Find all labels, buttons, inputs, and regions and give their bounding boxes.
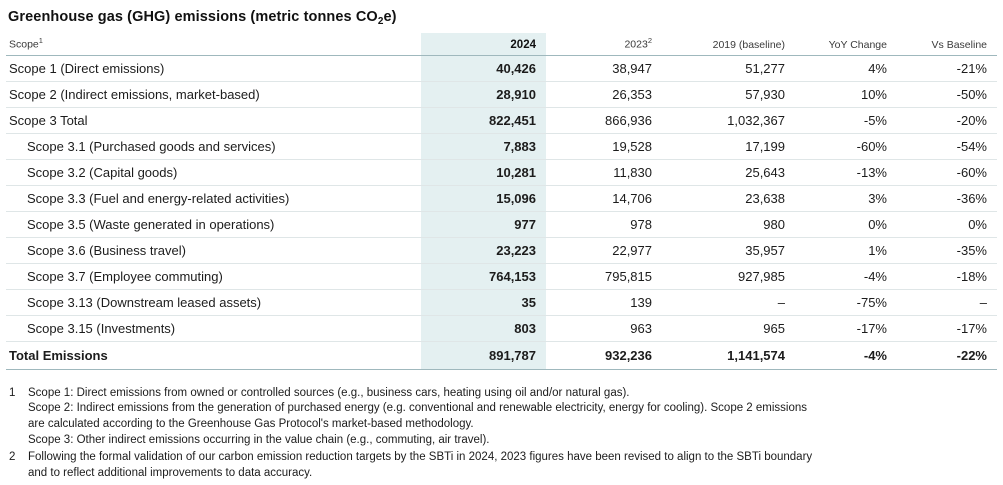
footnote-2-line-1: Following the formal validation of our carbon emission reduction targets by the SBTi in 2024, 2023 figures have been revised to align to the SBTi boundary <box>28 450 813 463</box>
cell-2023: 963 <box>546 315 662 341</box>
cell-yoy: -4% <box>795 263 897 289</box>
cell-2024: 15,096 <box>421 185 546 211</box>
footnote-1-line-2: Scope 2: Indirect emissions from the generation of purchased energy (e.g. conventional and renewable electricity, energy for cooling). Scope 2 emissions <box>28 402 808 415</box>
column-header-2023-footnote-marker: 2 <box>647 36 652 45</box>
cell-2024: 764,153 <box>421 263 546 289</box>
cell-2023: 11,830 <box>546 159 662 185</box>
row-label: Scope 2 (Indirect emissions, market-based) <box>6 81 421 107</box>
cell-vs-baseline: -50% <box>897 81 997 107</box>
cell-2023: 22,977 <box>546 237 662 263</box>
cell-vs-baseline: -54% <box>897 133 997 159</box>
row-label: Scope 3.13 (Downstream leased assets) <box>6 289 421 315</box>
cell-2023: 14,706 <box>546 185 662 211</box>
footnote-2 <box>9 450 997 482</box>
cell-vs-baseline: 0% <box>897 211 997 237</box>
footnote-1-body <box>28 386 997 449</box>
cell-baseline: 17,199 <box>662 133 795 159</box>
cell-vs-baseline: -17% <box>897 315 997 341</box>
cell-baseline: 1,141,574 <box>662 341 795 369</box>
column-header-scope-label: Scope <box>9 38 39 51</box>
cell-2023: 932,236 <box>546 341 662 369</box>
cell-baseline: 57,930 <box>662 81 795 107</box>
column-header-baseline: 2019 (baseline) <box>662 33 795 55</box>
table-row <box>6 159 997 185</box>
cell-vs-baseline: -60% <box>897 159 997 185</box>
row-label: Scope 3.6 (Business travel) <box>6 237 421 263</box>
cell-yoy: -75% <box>795 289 897 315</box>
cell-baseline: 25,643 <box>662 159 795 185</box>
cell-vs-baseline: -36% <box>897 185 997 211</box>
cell-yoy: -13% <box>795 159 897 185</box>
cell-yoy: -4% <box>795 341 897 369</box>
ghg-emissions-table <box>6 33 997 370</box>
table-row <box>6 263 997 289</box>
cell-baseline: 927,985 <box>662 263 795 289</box>
table-row <box>6 107 997 133</box>
cell-2024: 40,426 <box>421 55 546 81</box>
co2-subscript: 2 <box>377 16 384 27</box>
cell-2024: 23,223 <box>421 237 546 263</box>
footnote-1-line-3: are calculated according to the Greenhouse Gas Protocol's market-based methodology. <box>28 418 474 431</box>
cell-baseline: 23,638 <box>662 185 795 211</box>
cell-2023: 978 <box>546 211 662 237</box>
cell-yoy: -60% <box>795 133 897 159</box>
cell-vs-baseline: -20% <box>897 107 997 133</box>
cell-baseline: 1,032,367 <box>662 107 795 133</box>
column-header-scope <box>6 33 421 55</box>
footnote-2-line-2: and to reflect additional improvements to data accuracy. <box>28 466 313 479</box>
cell-yoy: 4% <box>795 55 897 81</box>
cell-2023: 795,815 <box>546 263 662 289</box>
page-title <box>8 9 997 25</box>
cell-2024: 28,910 <box>421 81 546 107</box>
table-row <box>6 289 997 315</box>
cell-vs-baseline: -21% <box>897 55 997 81</box>
cell-yoy: 3% <box>795 185 897 211</box>
cell-baseline: 980 <box>662 211 795 237</box>
cell-2023: 38,947 <box>546 55 662 81</box>
cell-vs-baseline: -22% <box>897 341 997 369</box>
cell-2024: 7,883 <box>421 133 546 159</box>
table-row <box>6 185 997 211</box>
page-title-before: Greenhouse gas (GHG) emissions (metric tonnes CO <box>8 9 378 25</box>
cell-2024: 803 <box>421 315 546 341</box>
cell-2023: 26,353 <box>546 81 662 107</box>
table-row <box>6 55 997 81</box>
cell-2024: 977 <box>421 211 546 237</box>
footnote-2-body <box>28 450 997 482</box>
cell-vs-baseline: – <box>897 289 997 315</box>
cell-2023: 19,528 <box>546 133 662 159</box>
column-header-2023-label: 2023 <box>624 38 648 51</box>
cell-yoy: 0% <box>795 211 897 237</box>
column-header-2024: 2024 <box>421 33 546 55</box>
cell-2024: 35 <box>421 289 546 315</box>
cell-baseline: 51,277 <box>662 55 795 81</box>
row-label: Scope 3.1 (Purchased goods and services) <box>6 133 421 159</box>
footnotes <box>6 386 997 482</box>
cell-baseline: 35,957 <box>662 237 795 263</box>
cell-vs-baseline: -18% <box>897 263 997 289</box>
row-label: Scope 3 Total <box>6 107 421 133</box>
row-label: Scope 3.15 (Investments) <box>6 315 421 341</box>
cell-baseline: – <box>662 289 795 315</box>
column-header-yoy-change: YoY Change <box>795 33 897 55</box>
cell-vs-baseline: -35% <box>897 237 997 263</box>
cell-2023: 866,936 <box>546 107 662 133</box>
cell-yoy: -5% <box>795 107 897 133</box>
page-title-after: e) <box>383 9 397 25</box>
row-label: Scope 3.5 (Waste generated in operations) <box>6 211 421 237</box>
footnote-2-number: 2 <box>9 450 16 463</box>
cell-2023: 139 <box>546 289 662 315</box>
cell-yoy: 10% <box>795 81 897 107</box>
table-row <box>6 211 997 237</box>
row-label: Scope 3.7 (Employee commuting) <box>6 263 421 289</box>
row-label: Scope 3.2 (Capital goods) <box>6 159 421 185</box>
column-header-scope-footnote-marker: 1 <box>38 36 43 45</box>
column-header-vs-baseline: Vs Baseline <box>897 33 997 55</box>
cell-yoy: -17% <box>795 315 897 341</box>
cell-2024: 891,787 <box>421 341 546 369</box>
table-total-row <box>6 341 997 369</box>
footnote-1-line-1: Scope 1: Direct emissions from owned or controlled sources (e.g., business cars, heating using oil and/or natural gas). <box>28 386 630 399</box>
cell-baseline: 965 <box>662 315 795 341</box>
footnote-1-line-4: Scope 3: Other indirect emissions occurring in the value chain (e.g., commuting, air travel). <box>28 434 490 447</box>
table-row <box>6 237 997 263</box>
cell-2024: 822,451 <box>421 107 546 133</box>
table-header-row <box>6 33 997 55</box>
table-row <box>6 133 997 159</box>
table-header <box>6 33 997 55</box>
footnote-1-number: 1 <box>9 386 16 399</box>
cell-yoy: 1% <box>795 237 897 263</box>
row-label: Total Emissions <box>6 341 421 369</box>
footnote-1 <box>9 386 997 449</box>
column-header-2023 <box>546 33 662 55</box>
table-row <box>6 81 997 107</box>
row-label: Scope 1 (Direct emissions) <box>6 55 421 81</box>
table-row <box>6 315 997 341</box>
table-body <box>6 55 997 369</box>
row-label: Scope 3.3 (Fuel and energy-related activities) <box>6 185 421 211</box>
cell-2024: 10,281 <box>421 159 546 185</box>
